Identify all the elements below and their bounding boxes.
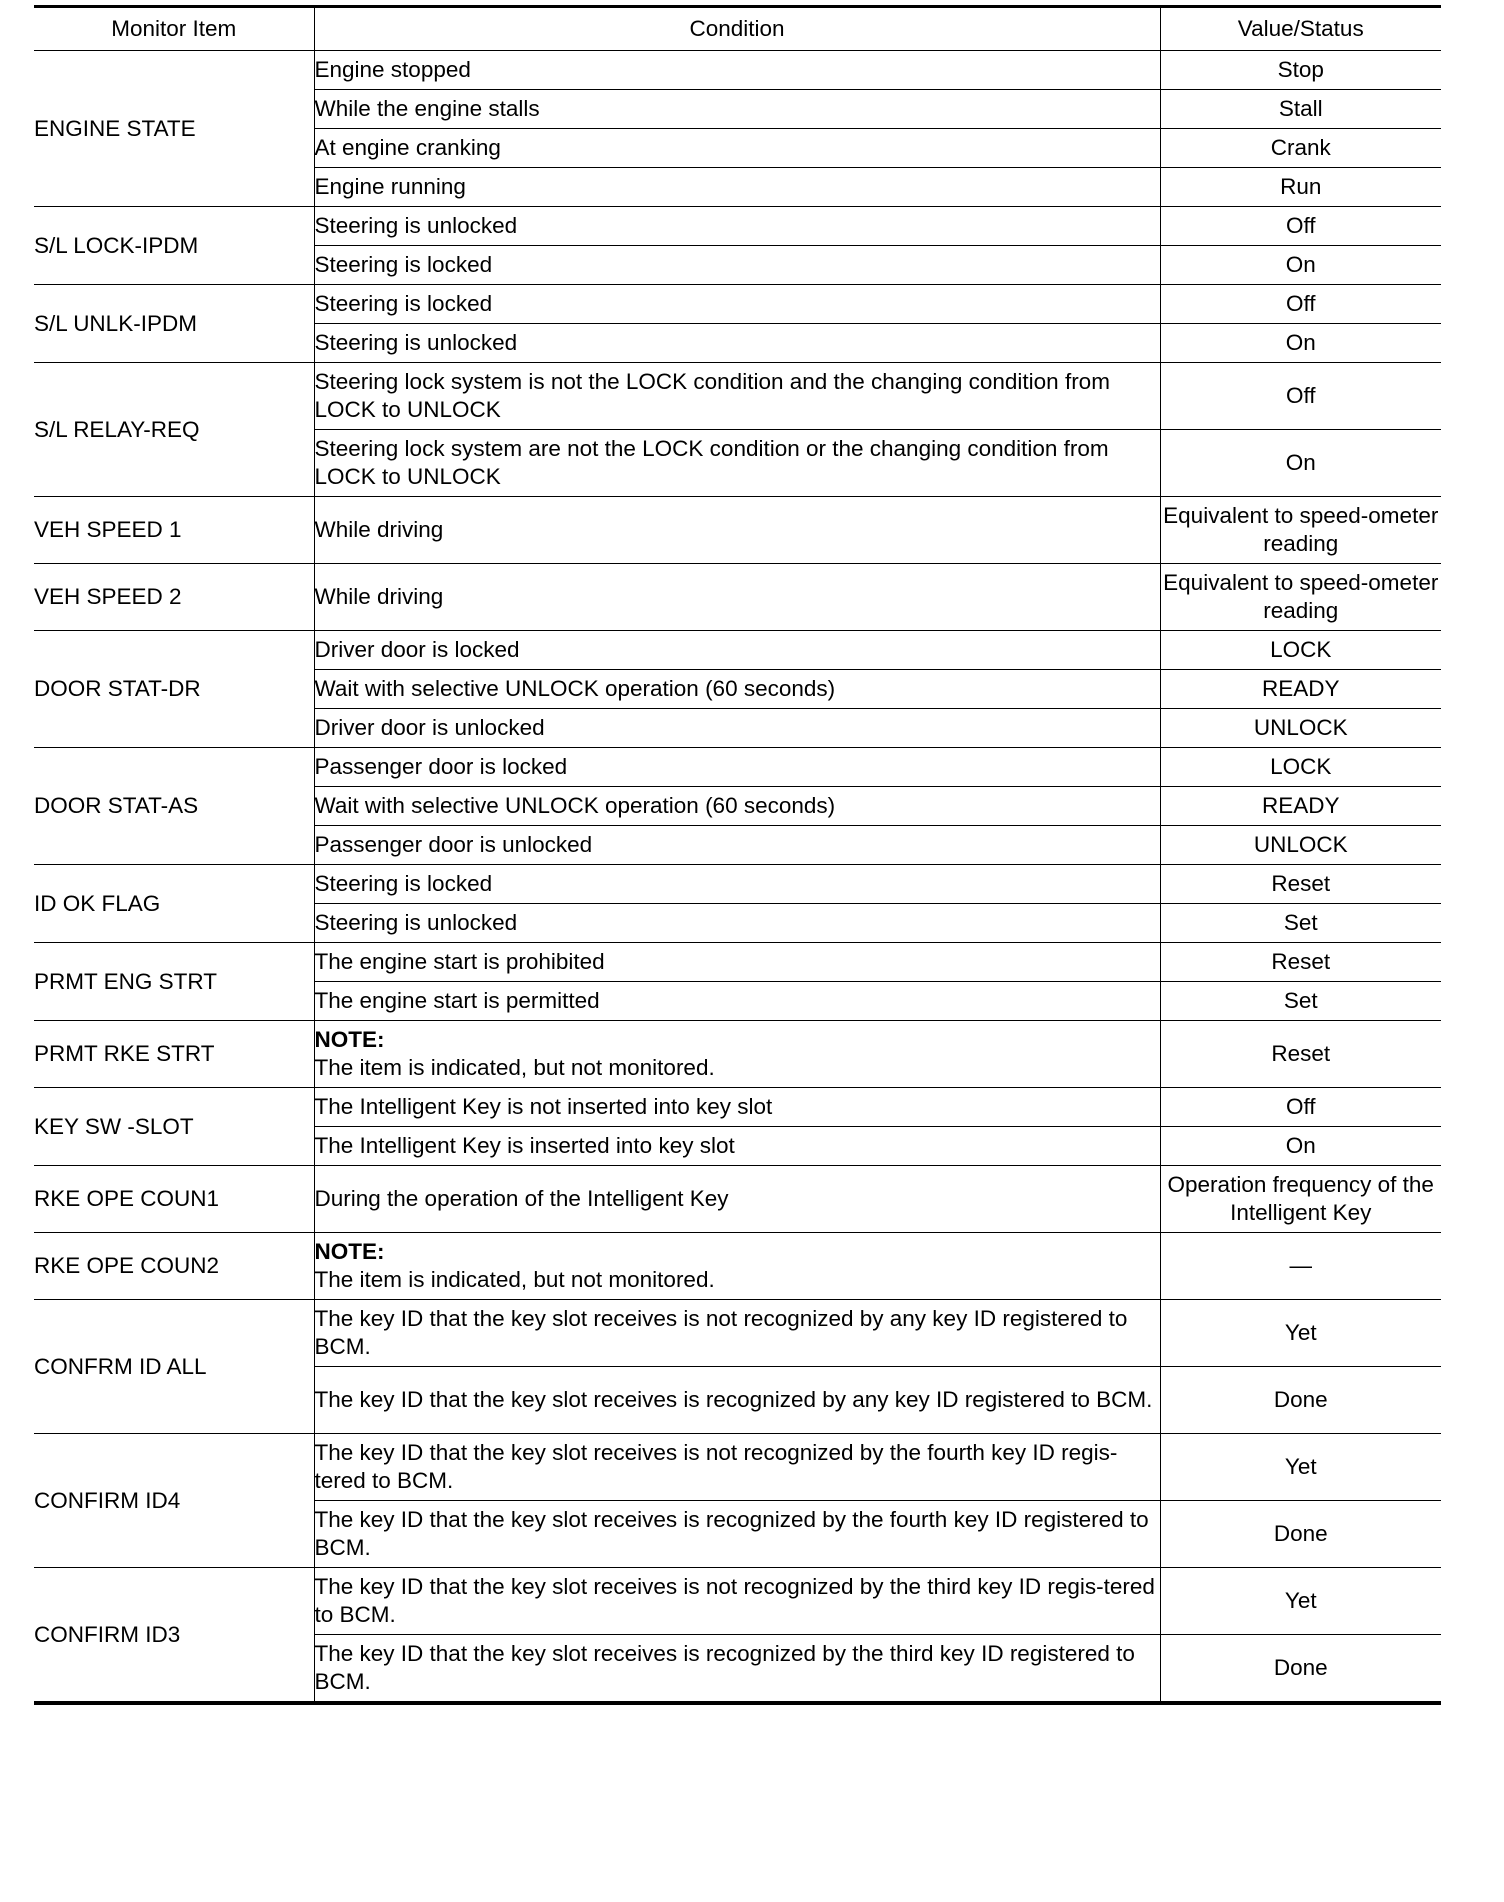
condition-text: Driver door is locked xyxy=(314,637,520,662)
table-row xyxy=(34,1300,1441,1367)
value-status-cell: Set xyxy=(1160,982,1441,1021)
value-status-cell: LOCK xyxy=(1160,631,1441,670)
note-label: NOTE: xyxy=(314,1027,385,1052)
condition-cell xyxy=(314,826,1160,865)
value-status-cell: Off xyxy=(1160,207,1441,246)
value-status-cell: Yet xyxy=(1160,1434,1441,1501)
table-row xyxy=(34,497,1441,564)
value-status-cell: — xyxy=(1160,1233,1441,1300)
header-row xyxy=(34,7,1441,51)
condition-text: The engine start is permitted xyxy=(314,988,600,1013)
table-row xyxy=(34,363,1441,430)
condition-text: The item is indicated, but not monitored. xyxy=(314,1055,715,1080)
value-status-cell: Stall xyxy=(1160,90,1441,129)
table-row xyxy=(34,1434,1441,1501)
condition-text: The key ID that the key slot receives is recognized by any key ID registered to BCM. xyxy=(314,1387,1153,1412)
value-status-cell: Crank xyxy=(1160,129,1441,168)
condition-cell xyxy=(314,1127,1160,1166)
condition-cell xyxy=(314,1021,1160,1088)
table-row xyxy=(34,865,1441,904)
value-status-cell: Yet xyxy=(1160,1568,1441,1635)
value-status-cell: On xyxy=(1160,246,1441,285)
condition-cell xyxy=(314,564,1160,631)
condition-text: Wait with selective UNLOCK operation (60 seconds) xyxy=(314,676,836,701)
value-status-cell: Equivalent to speed-ometer reading xyxy=(1160,497,1441,564)
value-status-cell: Run xyxy=(1160,168,1441,207)
value-status-cell: UNLOCK xyxy=(1160,709,1441,748)
condition-cell xyxy=(314,1088,1160,1127)
monitor-item-cell: PRMT ENG STRT xyxy=(34,943,314,1021)
condition-cell xyxy=(314,497,1160,564)
condition-text: While driving xyxy=(314,584,444,609)
condition-cell xyxy=(314,1166,1160,1233)
monitor-item-cell: CONFIRM ID3 xyxy=(34,1568,314,1704)
condition-cell xyxy=(314,670,1160,709)
condition-cell xyxy=(314,1501,1160,1568)
condition-text: While the engine stalls xyxy=(314,96,540,121)
condition-cell xyxy=(314,129,1160,168)
value-status-cell: Off xyxy=(1160,363,1441,430)
table-row xyxy=(34,1233,1441,1300)
condition-text: Steering is unlocked xyxy=(314,213,518,238)
value-status-cell: Done xyxy=(1160,1635,1441,1704)
condition-cell xyxy=(314,631,1160,670)
condition-text: The key ID that the key slot receives is not recognized by any key ID registered to BCM. xyxy=(314,1306,1128,1359)
value-status-cell: READY xyxy=(1160,787,1441,826)
condition-text: The key ID that the key slot receives is recognized by the third key ID registered to BCM. xyxy=(314,1641,1135,1694)
condition-cell xyxy=(314,1300,1160,1367)
condition-cell xyxy=(314,904,1160,943)
monitor-item-cell: DOOR STAT-AS xyxy=(34,748,314,865)
condition-text: The key ID that the key slot receives is not recognized by the third key ID regis-tered to BCM. xyxy=(314,1574,1155,1627)
condition-cell xyxy=(314,748,1160,787)
condition-text: The Intelligent Key is inserted into key slot xyxy=(314,1133,735,1158)
condition-text: Steering is locked xyxy=(314,252,493,277)
table-row xyxy=(34,943,1441,982)
condition-cell xyxy=(314,1434,1160,1501)
condition-text: Steering lock system is not the LOCK condition and the changing condition from LOCK to UNLOCK xyxy=(314,369,1110,422)
value-status-cell: Reset xyxy=(1160,943,1441,982)
value-status-cell: Done xyxy=(1160,1367,1441,1434)
condition-text: Steering is unlocked xyxy=(314,910,518,935)
condition-text: Engine running xyxy=(314,174,466,199)
header-condition: Condition xyxy=(314,7,1160,51)
monitor-item-cell: PRMT RKE STRT xyxy=(34,1021,314,1088)
value-status-cell: Yet xyxy=(1160,1300,1441,1367)
condition-cell xyxy=(314,246,1160,285)
value-status-cell: Reset xyxy=(1160,865,1441,904)
value-status-cell: On xyxy=(1160,430,1441,497)
monitor-table xyxy=(34,5,1441,1705)
condition-cell xyxy=(314,865,1160,904)
condition-cell xyxy=(314,90,1160,129)
monitor-item-cell: ENGINE STATE xyxy=(34,51,314,207)
monitor-item-cell: CONFIRM ID4 xyxy=(34,1434,314,1568)
value-status-cell: Operation frequency of the Intelligent Key xyxy=(1160,1166,1441,1233)
condition-text: Driver door is unlocked xyxy=(314,715,545,740)
value-status-cell: READY xyxy=(1160,670,1441,709)
condition-cell xyxy=(314,1233,1160,1300)
condition-text: Steering is locked xyxy=(314,871,493,896)
condition-text: Steering is unlocked xyxy=(314,330,518,355)
condition-text: The item is indicated, but not monitored. xyxy=(314,1267,715,1292)
condition-cell xyxy=(314,207,1160,246)
condition-cell xyxy=(314,285,1160,324)
table-row xyxy=(34,207,1441,246)
table-body xyxy=(34,51,1441,1704)
monitor-item-cell: DOOR STAT-DR xyxy=(34,631,314,748)
monitor-item-cell: S/L UNLK-IPDM xyxy=(34,285,314,363)
condition-text: The engine start is prohibited xyxy=(314,949,605,974)
table-row xyxy=(34,1088,1441,1127)
monitor-item-cell: VEH SPEED 2 xyxy=(34,564,314,631)
condition-cell xyxy=(314,787,1160,826)
value-status-cell: Set xyxy=(1160,904,1441,943)
value-status-cell: Off xyxy=(1160,285,1441,324)
monitor-item-cell: KEY SW -SLOT xyxy=(34,1088,314,1166)
value-status-cell: UNLOCK xyxy=(1160,826,1441,865)
condition-cell xyxy=(314,430,1160,497)
table-row xyxy=(34,748,1441,787)
condition-cell xyxy=(314,709,1160,748)
condition-text: Wait with selective UNLOCK operation (60 seconds) xyxy=(314,793,836,818)
table-row xyxy=(34,1021,1441,1088)
condition-text: During the operation of the Intelligent Key xyxy=(314,1186,729,1211)
table-row xyxy=(34,1166,1441,1233)
condition-cell xyxy=(314,1635,1160,1704)
condition-cell xyxy=(314,363,1160,430)
value-status-cell: Reset xyxy=(1160,1021,1441,1088)
value-status-cell: Done xyxy=(1160,1501,1441,1568)
header-value-status: Value/Status xyxy=(1160,7,1441,51)
note-label: NOTE: xyxy=(314,1239,385,1264)
monitor-item-cell: S/L LOCK-IPDM xyxy=(34,207,314,285)
value-status-cell: Equivalent to speed-ometer reading xyxy=(1160,564,1441,631)
header-monitor-item: Monitor Item xyxy=(34,7,314,51)
table-row xyxy=(34,1568,1441,1635)
condition-cell xyxy=(314,51,1160,90)
table-row xyxy=(34,631,1441,670)
condition-cell xyxy=(314,982,1160,1021)
condition-text: The key ID that the key slot receives is recognized by the fourth key ID registered to BCM. xyxy=(314,1507,1149,1560)
condition-text: At engine cranking xyxy=(314,135,501,160)
value-status-cell: LOCK xyxy=(1160,748,1441,787)
monitor-item-cell: CONFRM ID ALL xyxy=(34,1300,314,1434)
condition-cell xyxy=(314,1568,1160,1635)
condition-text: Steering lock system are not the LOCK condition or the changing condition from LOCK to UNLOCK xyxy=(314,436,1109,489)
value-status-cell: Stop xyxy=(1160,51,1441,90)
monitor-item-cell: RKE OPE COUN2 xyxy=(34,1233,314,1300)
table-row xyxy=(34,51,1441,90)
condition-cell xyxy=(314,943,1160,982)
monitor-item-cell: ID OK FLAG xyxy=(34,865,314,943)
monitor-item-cell: S/L RELAY-REQ xyxy=(34,363,314,497)
condition-cell xyxy=(314,1367,1160,1434)
condition-text: Passenger door is locked xyxy=(314,754,568,779)
value-status-cell: On xyxy=(1160,324,1441,363)
condition-text: While driving xyxy=(314,517,444,542)
monitor-item-cell: RKE OPE COUN1 xyxy=(34,1166,314,1233)
table-row xyxy=(34,285,1441,324)
condition-text: Engine stopped xyxy=(314,57,471,82)
condition-text: The key ID that the key slot receives is not recognized by the fourth key ID regis-tered to BCM. xyxy=(314,1440,1118,1493)
condition-text: The Intelligent Key is not inserted into key slot xyxy=(314,1094,773,1119)
condition-text: Passenger door is unlocked xyxy=(314,832,593,857)
condition-text: Steering is locked xyxy=(314,291,493,316)
table-row xyxy=(34,564,1441,631)
condition-cell xyxy=(314,168,1160,207)
value-status-cell: On xyxy=(1160,1127,1441,1166)
value-status-cell: Off xyxy=(1160,1088,1441,1127)
condition-cell xyxy=(314,324,1160,363)
monitor-item-cell: VEH SPEED 1 xyxy=(34,497,314,564)
